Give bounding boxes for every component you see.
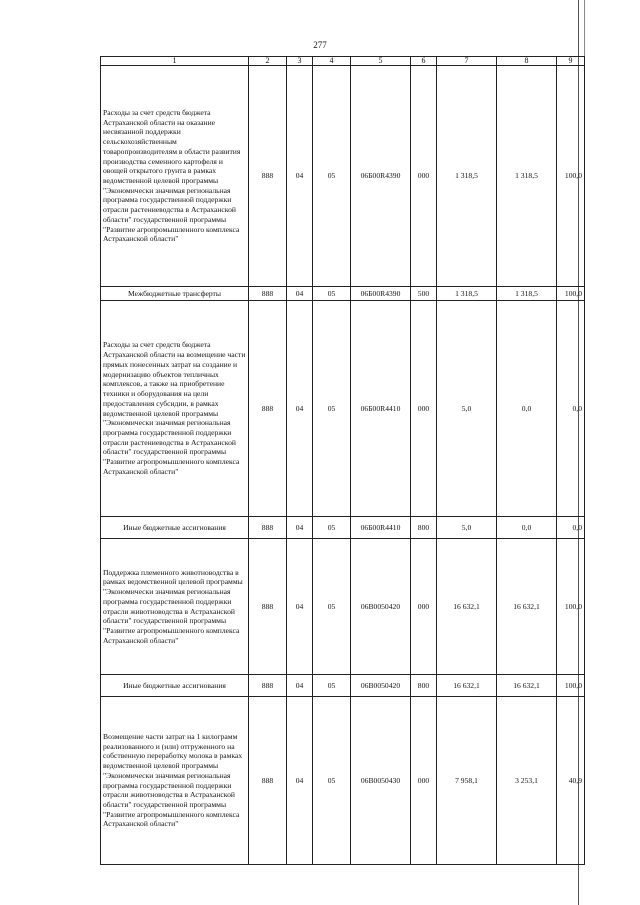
cell-col3: 04 [287, 517, 313, 539]
column-header: 2 [249, 57, 287, 66]
cell-col6: 800 [411, 675, 437, 697]
column-header: 5 [351, 57, 411, 66]
row-name: Межбюджетные трансферты [101, 287, 249, 301]
cell-col6: 000 [411, 539, 437, 675]
cell-col2: 888 [249, 697, 287, 865]
cell-col8: 1 318,5 [497, 66, 557, 287]
cell-col4: 05 [313, 66, 351, 287]
cell-col7: 5,0 [437, 301, 497, 517]
column-header: 1 [101, 57, 249, 66]
row-name: Расходы за счет средств бюджета Астраханской области на возмещение части прямых понесенных затрат на создание и модернизацию объектов тепличных комплексов, а также на приобретение техники и оборудования на цели предоставления субсидии, в рамках ведомственной целевой программы "Экономически значимая региональная программа государственной поддержки отрасли растениеводства в Астраханской области" государственной программы "Развитие агропромышленного комплекса Астраханской области" [101, 301, 249, 517]
cell-col2: 888 [249, 517, 287, 539]
column-header: 9 [557, 57, 585, 66]
cell-col9: 100,0 [557, 539, 585, 675]
cell-col8: 1 318,5 [497, 287, 557, 301]
row-name: Расходы за счет средств бюджета Астраханской области на оказание несвязанной поддержки сельскохозяйственным товаропроизводителям в области развития производства семенного картофеля и овощей открытого грунта в рамках ведомственной целевой программы "Экономически значимая региональная программа государственной поддержки отрасли растениеводства в Астраханской области" государственной программы "Развитие агропромышленного комплекса Астраханской области" [101, 66, 249, 287]
cell-col4: 05 [313, 539, 351, 675]
cell-col6: 000 [411, 697, 437, 865]
page-number: 277 [313, 40, 327, 50]
row-name: Иные бюджетные ассигнования [101, 517, 249, 539]
table-row [101, 697, 585, 865]
cell-col4: 05 [313, 287, 351, 301]
column-header: 8 [497, 57, 557, 66]
column-header: 4 [313, 57, 351, 66]
cell-col9: 100,0 [557, 675, 585, 697]
table-row [101, 675, 585, 697]
cell-col3: 04 [287, 301, 313, 517]
cell-col5: 06Б00R4390 [351, 287, 411, 301]
budget-table [100, 56, 585, 865]
cell-col8: 3 253,1 [497, 697, 557, 865]
table-row [101, 539, 585, 675]
cell-col8: 0,0 [497, 517, 557, 539]
cell-col7: 1 318,5 [437, 66, 497, 287]
cell-col3: 04 [287, 66, 313, 287]
cell-col3: 04 [287, 539, 313, 675]
cell-col9: 0,0 [557, 517, 585, 539]
cell-col6: 500 [411, 287, 437, 301]
cell-col5: 06В0050420 [351, 539, 411, 675]
row-name: Возмещение части затрат на 1 килограмм реализованного и (или) отгруженного на собственную переработку молока в рамках ведомственной целевой программы "Экономически значимая региональная программа государственной поддержки отрасли животноводства в Астраханской области" государственной программы "Развитие агропромышленного комплекса Астраханской области" [101, 697, 249, 865]
cell-col7: 1 318,5 [437, 287, 497, 301]
cell-col5: 06Б00R4410 [351, 517, 411, 539]
column-header: 6 [411, 57, 437, 66]
cell-col6: 000 [411, 301, 437, 517]
cell-col3: 04 [287, 675, 313, 697]
table-row [101, 287, 585, 301]
cell-col4: 05 [313, 517, 351, 539]
cell-col2: 888 [249, 66, 287, 287]
cell-col2: 888 [249, 539, 287, 675]
table-row [101, 66, 585, 287]
column-header: 7 [437, 57, 497, 66]
cell-col8: 16 632,1 [497, 539, 557, 675]
table-row [101, 517, 585, 539]
cell-col9: 40,9 [557, 697, 585, 865]
cell-col9: 0,0 [557, 301, 585, 517]
cell-col9: 100,0 [557, 66, 585, 287]
cell-col8: 16 632,1 [497, 675, 557, 697]
cell-col9: 100,0 [557, 287, 585, 301]
cell-col4: 05 [313, 301, 351, 517]
cell-col3: 04 [287, 287, 313, 301]
cell-col5: 06Б00R4390 [351, 66, 411, 287]
cell-col7: 16 632,1 [437, 539, 497, 675]
column-number-row [101, 57, 585, 66]
column-header: 3 [287, 57, 313, 66]
cell-col4: 05 [313, 697, 351, 865]
cell-col6: 000 [411, 66, 437, 287]
cell-col5: 06Б00R4410 [351, 301, 411, 517]
cell-col8: 0,0 [497, 301, 557, 517]
row-name: Поддержка племенного животноводства в рамках ведомственной целевой программы "Экономически значимая региональная программа государственной поддержки отрасли животноводства в Астраханской области" государственной программы "Развитие агропромышленного комплекса Астраханской области" [101, 539, 249, 675]
table-row [101, 301, 585, 517]
cell-col3: 04 [287, 697, 313, 865]
cell-col7: 7 958,1 [437, 697, 497, 865]
cell-col2: 888 [249, 287, 287, 301]
cell-col5: 06В0050430 [351, 697, 411, 865]
row-name: Иные бюджетные ассигнования [101, 675, 249, 697]
cell-col2: 888 [249, 675, 287, 697]
cell-col7: 16 632,1 [437, 675, 497, 697]
cell-col2: 888 [249, 301, 287, 517]
cell-col5: 06В0050420 [351, 675, 411, 697]
cell-col7: 5,0 [437, 517, 497, 539]
cell-col4: 05 [313, 675, 351, 697]
cell-col6: 800 [411, 517, 437, 539]
